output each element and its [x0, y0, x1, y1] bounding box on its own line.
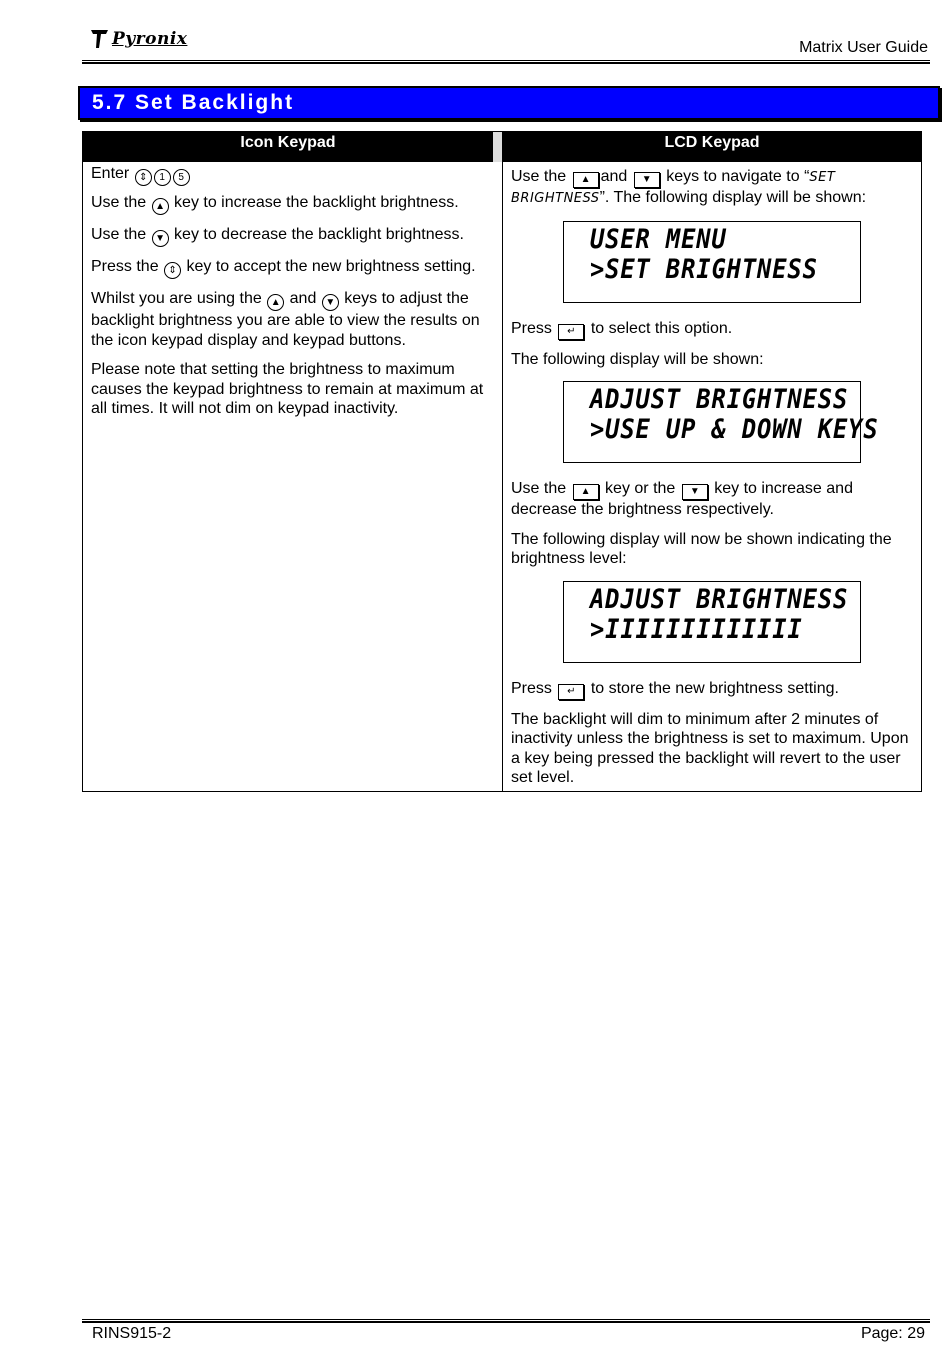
text: and	[600, 168, 628, 185]
lcd-line-2: >SET BRIGHTNESS	[590, 253, 818, 285]
text: keys to adjust the backlight brightness you are able to view the results on the icon keypad display and keypad buttons.	[91, 290, 480, 349]
lcd-line-2: >USE UP & DOWN KEYS	[590, 414, 879, 445]
down-key-icon: ▼	[682, 484, 708, 500]
down-round-key-icon: ▼	[322, 294, 339, 311]
lcd-display-level	[563, 581, 861, 663]
note-paragraph: Please note that setting the brightness to maximum causes the keypad brightness to remain at maximum at all times. It will not dim on keypad inactivity.	[91, 361, 484, 417]
header-gap	[493, 132, 502, 162]
section-title: 5.7 Set Backlight	[92, 91, 295, 114]
text: Press	[511, 319, 552, 337]
keypad-table	[82, 131, 922, 792]
paragraph: The following display will be shown:	[511, 350, 764, 368]
page-header	[82, 28, 930, 64]
accept-key-icon: ⇕	[135, 169, 152, 186]
accept-key-icon: ⇕	[164, 262, 181, 279]
column-divider	[502, 132, 503, 791]
enter-key-icon: ↵	[558, 684, 584, 700]
lcd-line-1: USER MENU	[590, 223, 727, 255]
key-5-icon: 5	[173, 169, 190, 186]
enter-key-icon: ↵	[558, 324, 584, 340]
text: key to increase the backlight brightness.	[174, 194, 459, 211]
text: to select this option.	[590, 319, 733, 337]
text: Whilst you are using the	[91, 290, 262, 307]
lcd-display-user-menu	[563, 221, 861, 303]
column-header-lcd-keypad: LCD Keypad	[503, 132, 921, 162]
guide-title: Matrix User Guide	[799, 39, 928, 56]
lcd-display-adjust	[563, 381, 879, 463]
up-round-key-icon: ▲	[152, 198, 169, 215]
lcd-line-2: >IIIIIIIIIIIII	[590, 613, 803, 645]
down-round-key-icon: ▼	[152, 230, 169, 247]
text: Use the	[511, 168, 567, 185]
text: Press the	[91, 258, 159, 275]
text: Use the	[91, 226, 147, 243]
enter-text: Enter	[91, 165, 130, 182]
document-number: RINS915-2	[92, 1325, 172, 1342]
text: key to accept the new brightness setting.	[186, 258, 476, 275]
text: to store the new brightness setting.	[590, 679, 839, 697]
down-key-icon: ▼	[634, 172, 660, 188]
text: Use the	[511, 480, 567, 497]
icon-keypad-instructions	[91, 164, 491, 429]
column-header-icon-keypad: Icon Keypad	[83, 132, 493, 162]
footer-rule	[82, 1319, 930, 1323]
up-key-icon: ▲	[573, 172, 599, 188]
lcd-inline-text: SET BRIGHTNESS	[511, 170, 836, 206]
lcd-line-1: ADJUST BRIGHTNESS	[590, 384, 849, 415]
text: and	[289, 290, 317, 307]
text: Use the	[91, 194, 147, 211]
text: key or the	[605, 480, 676, 497]
text: keys to navigate to “	[666, 168, 810, 185]
paragraph: The backlight will dim to minimum after 2 minutes of inactivity unless the brightness is set to maximum. Upon a key being pressed the backlight will revert to the user set level.	[511, 710, 909, 786]
text: Press	[511, 679, 552, 697]
header-rule	[82, 60, 930, 64]
paragraph: The following display will now be shown indicating the brightness level:	[511, 530, 892, 567]
key-1-icon: 1	[154, 169, 171, 186]
up-round-key-icon: ▲	[267, 294, 284, 311]
text: key to increase and decrease the brightness respectively.	[511, 480, 853, 518]
text: ”. The following display will be shown:	[599, 189, 867, 206]
lcd-line-1: ADJUST BRIGHTNESS	[590, 583, 849, 615]
section-banner	[78, 86, 940, 120]
text: key to decrease the backlight brightness.	[174, 226, 464, 243]
pyronix-logo	[90, 28, 187, 50]
pyronix-emblem-icon	[90, 28, 110, 50]
lcd-keypad-instructions	[511, 164, 916, 798]
logo-text: Pyronix	[112, 29, 188, 49]
page-number: Page: 29	[860, 1325, 925, 1342]
up-key-icon: ▲	[573, 484, 599, 500]
